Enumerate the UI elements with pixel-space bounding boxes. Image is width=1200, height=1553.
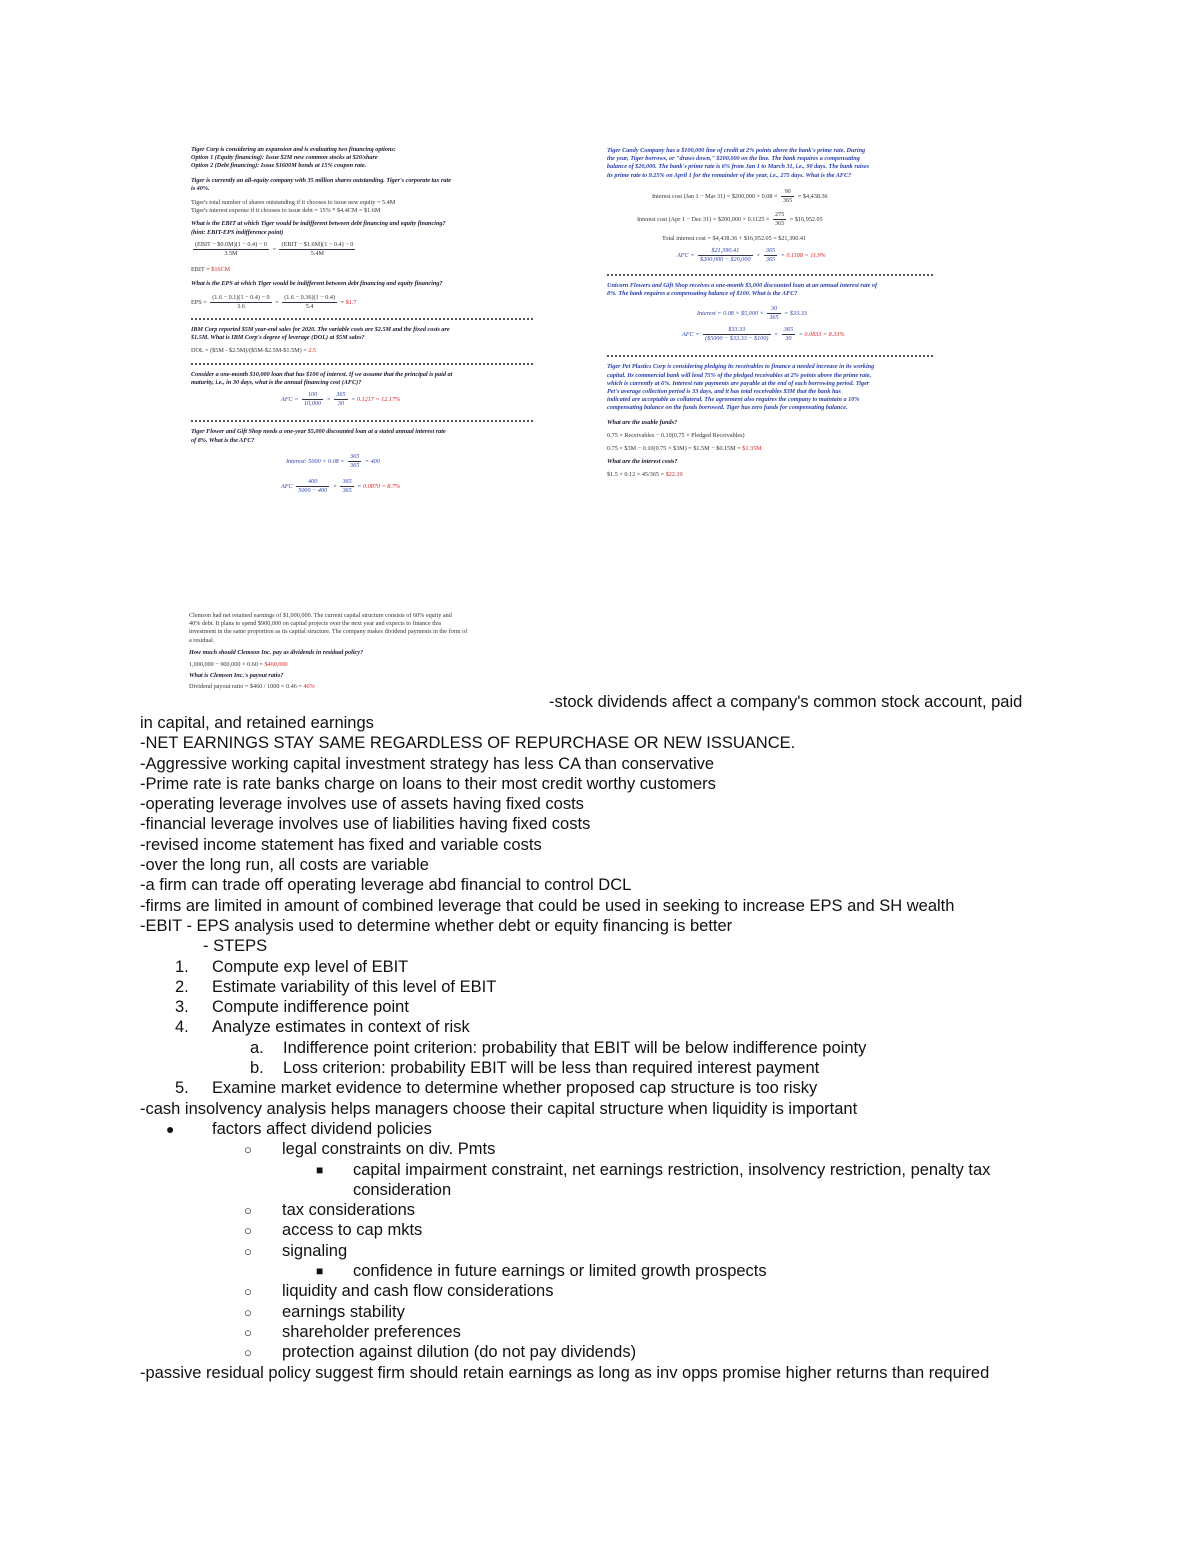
fraction (193, 241, 269, 258)
dotted-divider (191, 363, 533, 365)
bullet-text: capital impairment constraint, net earnings restriction, insolvency restriction, penalty tax consideration (353, 1160, 991, 1199)
dotted-divider (607, 355, 933, 357)
note-line: in capital, and retained earnings (140, 714, 374, 732)
fraction (348, 453, 361, 470)
formula-line (607, 188, 933, 205)
text-line: Tiger Corp is considering an expansion and is evaluating two financing options: (191, 146, 396, 153)
fraction (782, 326, 795, 343)
answer: $22.19 (665, 471, 683, 479)
text-line: Tiger Candy Company has a $100,000 line of credit at 2% points above the bank's prime rate. During (607, 147, 866, 154)
bullet-item (140, 1139, 1160, 1159)
text-line: balance of $20,000. The bank's prime rate is 6% from Jan 1 to March 31, i.e., 90 days. The bank raises (607, 163, 870, 171)
formula-line: AFC = $\frac{\$21,390.41}{\$200,000 - \$20,000}$ × $\frac{365}{365}$ = 0.1188 = 11.9% (677, 246, 826, 264)
bullet-item (140, 1302, 1160, 1322)
text-line (191, 347, 533, 355)
step-text: Compute indifference point (212, 998, 409, 1017)
expression: Interest = 0.08 × $5,000 × (697, 309, 764, 317)
denominator: 10,000 (303, 400, 321, 408)
note-line: -cash insolvency analysis helps managers choose their capital structure when liquidity is important (140, 1099, 858, 1118)
fraction (767, 305, 780, 322)
denominator: 365 (765, 256, 776, 264)
step-text: Loss criterion: probability EBIT will be less than required interest payment (283, 1059, 820, 1078)
expression: 0.75 × $3M − 0.10(0.75 × $3M) = $1.5M − $0.15M = (607, 445, 743, 453)
formula-line: EPS = $\frac{(1.6 - 0.1)(1 - 0.4) - 0}{3.6}$ = $\frac{(1.6 - 0.36)(1 - 0.4)}{5.4}$ = $1.7 (191, 293, 357, 310)
right-screenshot-image (603, 140, 933, 570)
numerator: (EBIT − $0.0M)(1 − 0.4) − 0 (193, 241, 269, 250)
text-line: investment in the same proportion as its capital structure. The company makes dividend payments in the form of (189, 628, 468, 636)
sub-step-item (140, 1058, 1160, 1078)
bullet-item (140, 1342, 1160, 1362)
denominator: 365 (783, 197, 793, 205)
text-line: IBM Corp reported $5M year-end sales for 2020. The variable costs are $2.5M and the fixed costs are (191, 326, 450, 334)
text-line (189, 661, 528, 669)
step-item (140, 1078, 1160, 1098)
note-line: -revised income statement has fixed and variable costs (140, 835, 542, 854)
text-line: Consider a one-month $10,000 loan that has $100 of interest. If we assume that the principal is paid at (191, 370, 453, 378)
numerator: 275 (773, 211, 786, 220)
denominator: 5.4 (305, 302, 314, 310)
numerator: (EBIT − $1.6M)(1 − 0.4) − 0 (279, 241, 355, 250)
bullet-item (140, 1160, 1043, 1201)
formula-line: $\frac{\text{(EBIT − \$0.0M)(1 − 0.4) − 0}}{3.5M}$ = $\frac{\text{(EBIT − \$1.6M)(1 − 0.4) − 0}}{5.4M}$ (195, 240, 354, 258)
text-line: compensating balance on the funds borrowed. Tiger has zero funds for compensating balance. (607, 404, 848, 412)
note-line: -EBIT - EPS analysis used to determine whether debt or equity financing is better (140, 916, 733, 935)
label: AFC (281, 483, 293, 491)
answer: $1.35M (742, 445, 762, 453)
expression: 5000 × 0.08 × (308, 458, 345, 465)
text-line: 0.75 × Receivables − 0.10(0.75 × Pledged Receivables) (607, 431, 745, 439)
bullet-circle-icon: ○ (244, 1324, 252, 1340)
step-item (140, 957, 1160, 977)
text-line: Tiger's interest expense if it chooses to issue debt = 15% * $4.4CM = $1.6M (191, 207, 381, 215)
denominator: 3.6 (237, 302, 245, 310)
formula-line: AFC $\frac{400}{5000 - 400}$ × $\frac{365}{365}$ = 0.0870 = 8.7% (281, 478, 401, 495)
bullet-item (140, 1241, 1160, 1261)
formula-line (607, 305, 933, 322)
denominator: 365 (350, 462, 360, 470)
text-line: What are the interest costs? (607, 458, 678, 466)
denominator: 365 (769, 313, 779, 321)
denominator: 30 (337, 400, 344, 408)
label: DOL = ($5M - $2.5M)/($5M-$2.5M-$1.5M) = (191, 347, 309, 355)
expression: $1.5 × 0.12 × 45/365 = (607, 471, 666, 479)
result: = $4,438.36 (797, 192, 828, 200)
text-line: What is the EBIT at which Tiger would be indifferent between debt financing and equity financing? (191, 220, 446, 228)
label: EPS = (191, 298, 207, 306)
bullet-text: factors affect dividend policies (212, 1119, 432, 1138)
denominator: 5.4M (310, 250, 325, 258)
numerator: $21,390.41 (698, 247, 753, 256)
list-marker: 3. (175, 998, 189, 1017)
text-line: is 40%. (191, 184, 210, 192)
bullet-text: access to cap mkts (282, 1221, 423, 1240)
bullet-item (140, 1261, 1160, 1281)
fraction (282, 294, 337, 311)
fraction (703, 326, 771, 343)
numerator: (1.6 − 0.1)(1 − 0.4) − 0 (210, 294, 271, 303)
fraction (210, 294, 271, 311)
bullet-circle-icon: ○ (244, 1223, 252, 1239)
bullet-text: earnings stability (282, 1302, 405, 1321)
text-line: Clemson had net retained earnings of $1,000,000. The current capital structure consists of 60% equity and (189, 612, 452, 619)
numerator: 365 (340, 478, 353, 487)
list-marker: a. (250, 1038, 264, 1057)
list-marker: 5. (175, 1079, 189, 1098)
denominator: ($5000 − $33.33 − $100) (704, 335, 769, 343)
bullet-text: protection against dilution (do not pay dividends) (282, 1343, 637, 1362)
fraction (698, 247, 753, 264)
formula-line: AFC = $\frac{\$33.33}{(\$5000 - \$33.33 - \$100)}$ × $\frac{365}{30}$ = 0.0833 = 8.33% (682, 326, 845, 343)
text-line: What is the EPS at which Tiger would be indifferent between debt financing and equity financing? (191, 280, 443, 288)
text-line (191, 266, 533, 274)
text-line: which is currently at 6%. Interest rate payments are payable at the end of each borrowing period. Tiger (607, 379, 870, 387)
text-line: Tiger Pet Plastics Corp is considering pledging its receivables to finance a needed increase in its working (607, 363, 875, 371)
answer: 0.0870 = 8.7% (363, 483, 401, 491)
bullet-circle-icon: ○ (244, 1203, 252, 1219)
text-line: Pet's average collection period is 33 days, and it has total receivables $3M that the bank has (607, 388, 841, 396)
fraction (279, 241, 355, 258)
step-text: Examine market evidence to determine whether proposed cap structure is too risky (212, 1079, 818, 1098)
step-item (140, 997, 1160, 1017)
step-text: Analyze estimates in context of risk (212, 1018, 470, 1037)
expression: 1,000,000 − 900,000 × 0.60 = (189, 661, 265, 669)
fraction (764, 247, 777, 264)
bullet-text: legal constraints on div. Pmts (282, 1140, 496, 1159)
bullet-item (140, 1200, 1160, 1220)
numerator: 365 (764, 247, 777, 256)
text-line: Total interest cost = $4,438.36 + $16,952.05 = $21,390.41 (662, 234, 807, 242)
text-line: the year, Tiger borrows, or "draws down," $200,000 on the line. The bank requires a compensating (607, 155, 860, 163)
fraction (781, 188, 794, 205)
text-line: capital. Its commercial bank will lend 75% of the pledged receivables at 2% points above the prime rate, (607, 371, 872, 379)
list-marker: b. (250, 1059, 264, 1078)
denominator: $200,000 − $20,000 (699, 256, 751, 264)
numerator: 365 (334, 391, 347, 400)
note-line: -over the long run, all costs are variable (140, 856, 429, 875)
note-line: -NET EARNINGS STAY SAME REGARDLESS OF REPURCHASE OR NEW ISSUANCE. (140, 734, 796, 753)
result: = $33.33 (784, 309, 807, 317)
answer: 0.0833 = 8.33% (804, 331, 845, 339)
answer: $16CM (211, 266, 231, 274)
text-line: Option 2 (Debt financing): Issue $1600M bonds at 15% coupon rate. (191, 162, 367, 170)
bullet-text: signaling (282, 1241, 348, 1260)
text-line: maturity, i.e., in 30 days, what is the annual financing cost (AFC)? (191, 378, 362, 386)
notes-body (140, 713, 1160, 1383)
result: = $16,952.05 (789, 216, 823, 224)
expression: Dividend payout ratio = $460 / 1000 = 0.46 = (189, 683, 304, 691)
note-line: -operating leverage involves use of assets having fixed costs (140, 795, 584, 814)
denominator: 3.5M (224, 250, 238, 258)
step-item (140, 977, 1160, 997)
numerator: 100 (302, 391, 323, 400)
numerator: 400 (296, 478, 329, 487)
text-line: 8%. The bank requires a compensating balance of $100. What is the AFC? (607, 290, 798, 298)
text-line: a residual. (189, 636, 215, 644)
text-line: $1.5M. What is IBM Corp's degree of leverage (DOL) at $5M sales? (191, 334, 365, 342)
fraction (296, 478, 329, 495)
answer: $1.7 (345, 298, 357, 306)
label: EBIT = (191, 266, 212, 274)
text-line: Tiger is currently an all-equity company with 35 million shares outstanding. Tiger's corporate tax rate (191, 176, 451, 184)
bullet-text: shareholder preferences (282, 1322, 461, 1341)
list-marker: 2. (175, 977, 189, 996)
formula-line: AFC = $\frac{100}{10,000}$ × $\frac{365}{30}$ = 0.1217 = 12.17% (281, 391, 401, 408)
text-line: How much should Clemson Inc. pay as dividends in residual policy? (189, 648, 364, 656)
text-line (607, 471, 933, 479)
fraction (334, 391, 347, 408)
note-line: -firms are limited in amount of combined leverage that could be used in seeking to increase EPS and SH wealth (140, 896, 955, 915)
bottom-screenshot-image (183, 608, 528, 708)
label: Interest: (286, 458, 307, 465)
fraction (773, 211, 786, 228)
formula-line (607, 211, 933, 228)
text-line: (hint: EBIT-EPS indifference point) (191, 228, 284, 236)
text-line: What is Clemson Inc.'s payout ratio? (189, 672, 284, 680)
label: AFC = (281, 396, 299, 404)
bullet-circle-icon: ○ (244, 1304, 252, 1320)
bullet-circle-icon: ○ (244, 1142, 252, 1158)
bullet-circle-icon: ○ (244, 1345, 252, 1361)
bullet-text: confidence in future earnings or limited growth prospects (353, 1262, 767, 1281)
denominator: 30 (785, 335, 792, 343)
denominator: 365 (342, 487, 352, 495)
formula-line (191, 453, 533, 470)
text-line: its prime rate to 9.25% on April 1 for the remainder of the year, i.e., 275 days. What is the AFC? (607, 171, 852, 179)
text-line: Tiger's total number of shares outstanding if it chooses to issue new equity = 5.4M (191, 199, 396, 207)
numerator: 30 (767, 305, 780, 314)
text-line (607, 445, 933, 453)
step-text: Indifference point criterion: probability that EBIT will be below indifference pointy (283, 1038, 867, 1057)
bullet-text: tax considerations (282, 1201, 415, 1220)
answer: 2.5 (308, 347, 316, 355)
text-line: indicated are acceptable as collateral. The agreement also requires the company to maintain a 10% (607, 396, 860, 404)
numerator: (1.6 − 0.36)(1 − 0.4) (282, 294, 337, 303)
bullet-text: liquidity and cash flow considerations (282, 1282, 554, 1301)
label: AFC = (682, 331, 700, 339)
fraction (302, 391, 323, 408)
numerator: 365 (348, 453, 361, 462)
note-line: -passive residual policy suggest firm should retain earnings as long as inv opps promise higher returns than required (140, 1363, 990, 1382)
answer: 0.1188 = 11.9% (786, 251, 826, 259)
bullet-item (140, 1119, 1160, 1139)
numerator: $33.33 (703, 326, 771, 335)
numerator: 90 (781, 188, 794, 197)
expression: Interest cost (Apr 1 − Dec 31) = $200,000 × 0.1125 × (637, 216, 770, 224)
dotted-divider (607, 274, 933, 276)
list-marker: 1. (175, 957, 189, 976)
steps-heading: - STEPS (203, 937, 268, 956)
denominator: 365 (775, 220, 785, 228)
sub-step-item (140, 1038, 1160, 1058)
bullet-square-icon: ■ (316, 1264, 324, 1279)
left-screenshot-image (183, 140, 533, 570)
bullet-item (140, 1281, 1160, 1301)
text-line: Tiger Flower and Gift Shop needs a one-year $5,000 discounted loan at a stated annual interest rate (191, 428, 446, 436)
answer: $460,000 (264, 661, 288, 669)
note-line: -financial leverage involves use of liabilities having fixed costs (140, 815, 591, 834)
list-marker: 4. (175, 1018, 189, 1037)
fraction (340, 478, 353, 495)
text-line: of 8%. What is the AFC? (191, 436, 255, 444)
bullet-dot-icon: ● (166, 1120, 175, 1137)
answer: 46% (303, 683, 315, 691)
denominator: 5000 − 400 (298, 487, 328, 495)
numerator: 365 (782, 326, 795, 335)
text-line: 40% debt. It plans to spend $900,000 on capital projects over the next year and expects to finance this (189, 620, 442, 628)
bullet-item (140, 1322, 1160, 1342)
step-text: Compute exp level of EBIT (212, 957, 409, 976)
answer: 0.1217 = 12.17% (356, 396, 401, 404)
bullet-item (140, 1220, 1160, 1240)
text-line: Option 1 (Equity financing): Issue $2M new common stocks at $20/share (191, 154, 378, 162)
expression: Interest cost (Jan 1 − Mar 31) = $200,000 × 0.08 × (652, 192, 778, 200)
step-text: Estimate variability of this level of EBIT (212, 977, 497, 996)
result: = 400 (364, 458, 380, 465)
note-line: -a firm can trade off operating leverage abd financial to control DCL (140, 876, 632, 895)
bullet-circle-icon: ○ (244, 1284, 252, 1300)
text-line: What are the usable funds? (607, 418, 678, 426)
label: AFC = (677, 251, 695, 259)
text-line (189, 683, 528, 691)
dotted-divider (191, 420, 533, 422)
dotted-divider (191, 318, 533, 320)
note-line: -Aggressive working capital investment strategy has less CA than conservative (140, 754, 715, 773)
text-line: Unicorn Flowers and Gift Shop receives a one-month $5,000 discounted loan at an annual interest rate of (607, 282, 878, 290)
step-item (140, 1017, 1160, 1037)
note-line: -stock dividends affect a company's common stock account, paid (549, 693, 1023, 711)
bullet-circle-icon: ○ (244, 1243, 252, 1259)
bullet-square-icon: ■ (316, 1162, 324, 1177)
note-line: -Prime rate is rate banks charge on loans to their most credit worthy customers (140, 774, 716, 793)
